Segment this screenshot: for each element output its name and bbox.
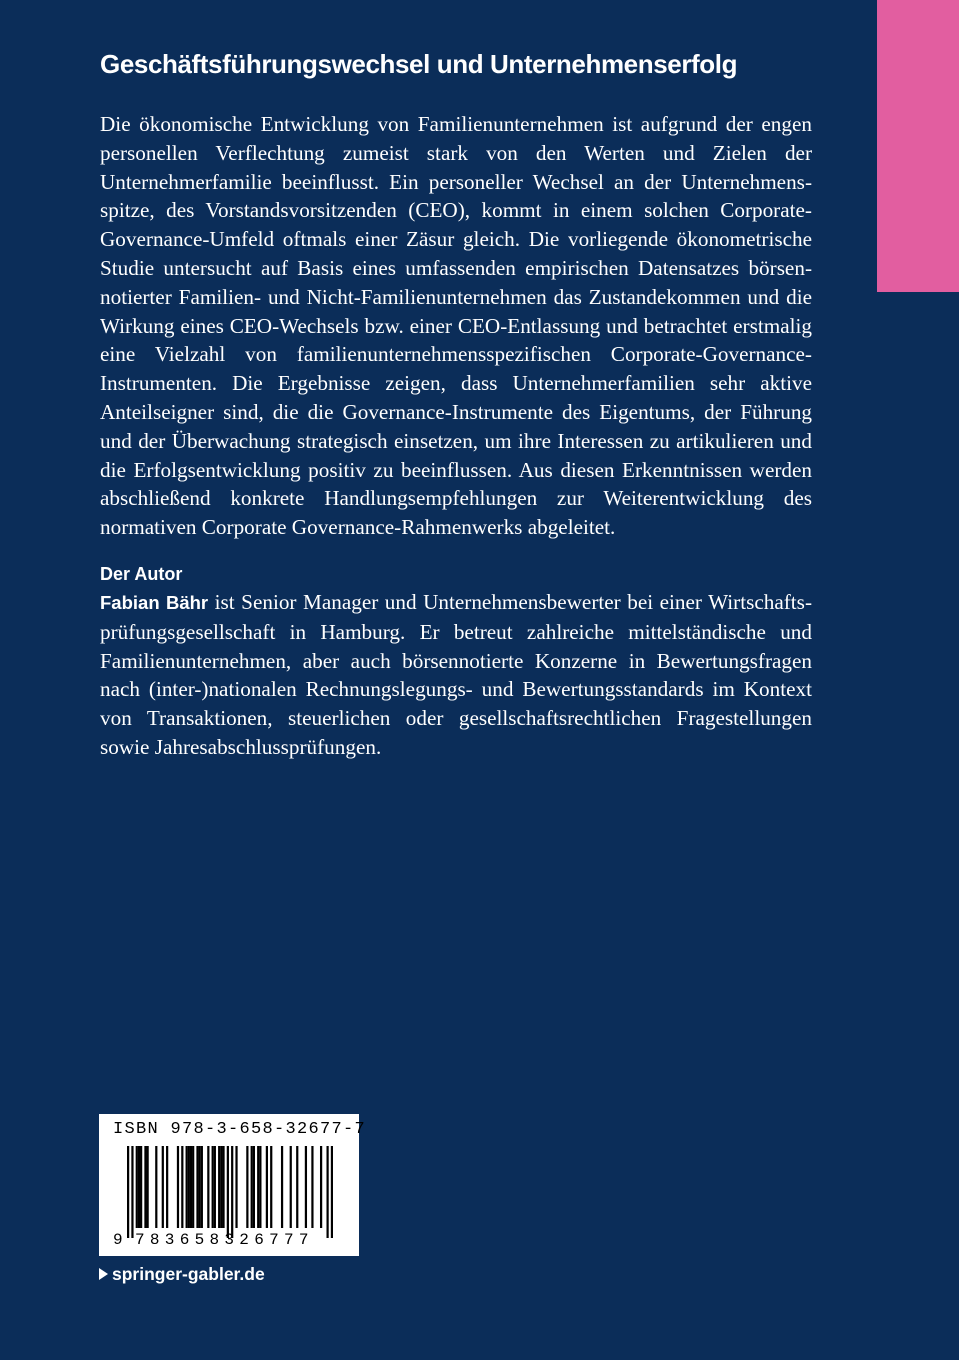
barcode-bar — [281, 1146, 283, 1228]
author-name: Fabian Bähr — [100, 592, 209, 613]
barcode-bars — [127, 1146, 333, 1238]
isbn-barcode — [99, 1114, 367, 1256]
barcode-digits: 783658326777 — [135, 1231, 314, 1249]
barcode-bar — [136, 1146, 138, 1228]
publisher-link[interactable] — [99, 1262, 265, 1286]
barcode-bar — [246, 1146, 248, 1228]
author-heading: Der Autor — [100, 564, 183, 584]
barcode-bar — [253, 1146, 255, 1228]
barcode-bar — [222, 1146, 224, 1228]
barcode-bar — [218, 1146, 220, 1228]
author-bio — [100, 588, 812, 762]
barcode-bar — [231, 1146, 233, 1238]
barcode-bar — [127, 1146, 129, 1238]
barcode-bar — [270, 1146, 272, 1228]
publisher-link-text: springer-gabler.de — [112, 1264, 265, 1284]
accent-bar — [877, 0, 959, 292]
barcode-bar — [227, 1146, 229, 1238]
barcode-bar — [201, 1146, 203, 1228]
barcode-bar — [177, 1146, 179, 1228]
barcode-bar — [235, 1146, 237, 1228]
barcode-bar — [266, 1146, 268, 1228]
barcode-bar — [147, 1146, 149, 1228]
barcode-bar — [207, 1146, 209, 1228]
barcode-bar — [155, 1146, 157, 1228]
barcode-bar — [214, 1146, 216, 1228]
barcode-bar — [192, 1146, 194, 1228]
barcode-bar — [290, 1146, 292, 1228]
barcode-bar — [220, 1146, 222, 1228]
author-bio-text: ist Senior Manager und Unternehmensbewerter bei einer Wirtschaftsprüfungsgesellschaft in Hamburg. Er betreut zahlreiche mittelständische und Familienunternehmen, aber auch börsennotierte Konzerne in Bewertungsfragen nach (inter-)nationalen Rechnungslegungs- und Bewertungsstandards im Kontext von Transaktionen, steuerlichen oder gesellschaftsrechtlichen Fragestellungen sowie Jahresabschlussprüfungen. — [100, 590, 812, 759]
barcode-bar — [257, 1146, 259, 1228]
barcode-bar — [186, 1146, 188, 1228]
barcode-bar — [196, 1146, 198, 1228]
barcode-bar — [212, 1146, 214, 1228]
barcode-bar — [305, 1146, 307, 1228]
book-title: Geschäftsführungswechsel und Unternehmenserfolg — [100, 49, 738, 79]
barcode-bar — [138, 1146, 140, 1228]
barcode-bar — [199, 1146, 201, 1228]
barcode-bar — [140, 1146, 142, 1228]
isbn-label: ISBN 978-3-658-32677-7 — [113, 1120, 367, 1139]
barcode-bar — [331, 1146, 333, 1238]
barcode-lead-digit: 9 — [113, 1231, 123, 1249]
book-description: Die ökonomische Entwicklung von Familienunternehmen ist aufgrund der engen personellen Verflechtung zumeist stark von den Werten und Zielen der Unternehmerfamilie beeinflusst. Ein personeller Wechsel an der Unternehmensspitze, des Vorstandsvorsitzenden (CEO), kommt in einem solchen Corporate-Governance-Umfeld oftmals einer Zäsur gleich. Die vorliegende ökonometrische Studie untersucht auf Basis eines umfassenden empirischen Datensatzes börsennotierter Familien- und Nicht-Familienunternehmen das Zustandekommen und die Wirkung eines CEO-Wechsels bzw. einer CEO-Entlassung und betrachtet erstmalig eine Vielzahl von familienunternehmensspezifischen Corporate-Governance- Instrumenten. Die Ergebnisse zeigen, dass Unternehmerfamilien sehr aktive Anteilseigner sind, die die Governance-Instrumente des Eigentums, der Führung und der Überwachung strategisch einsetzen, um ihre Interessen zu artikulieren und die Erfolgsentwicklung positiv zu beeinflussen. Aus diesen Erkenntnissen werden abschließend konkrete Handlungsempfehlungen zur Weiterentwicklung des normativen Corporate Governance-Rahmenwerks abgeleitet. — [100, 112, 812, 540]
barcode-bar — [162, 1146, 164, 1228]
barcode-bar — [320, 1146, 322, 1228]
barcode-bar — [188, 1146, 190, 1228]
barcode-bar — [181, 1146, 183, 1228]
barcode-bar — [311, 1146, 313, 1228]
barcode-bar — [296, 1146, 298, 1228]
barcode-bar — [259, 1146, 261, 1228]
barcode-bar — [144, 1146, 146, 1228]
barcode-bar — [166, 1146, 168, 1228]
barcode-bar — [131, 1146, 133, 1238]
triangle-right-icon — [99, 1268, 108, 1280]
barcode-bar — [251, 1146, 253, 1228]
barcode-bar — [190, 1146, 192, 1228]
barcode-bar — [326, 1146, 328, 1238]
